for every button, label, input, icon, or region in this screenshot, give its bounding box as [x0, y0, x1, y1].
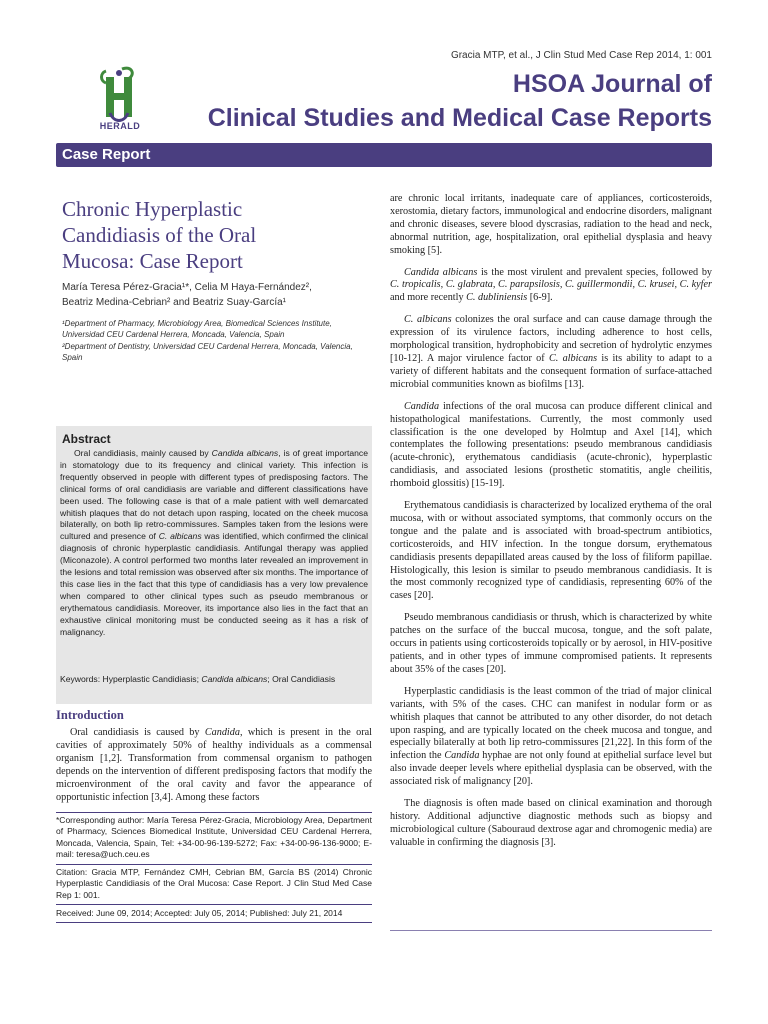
footnote-divider [56, 812, 372, 813]
authors-line: Beatriz Medina-Cebrian² and Beatriz Suay-García¹ [62, 297, 286, 308]
journal-title-line-2: Clinical Studies and Medical Case Reports [207, 104, 712, 132]
column-end-divider [390, 930, 712, 931]
paragraph-text: infections of the oral mucosa can produce different clinical and histopathological manifestations. Currently, the most commonly used classification is the one developed by Holmtup and Axel [14], which contemplates the following presentations: pseudo membranous candidiasis (acute-chronic), erythematous candidiasis (acute-chronic), hyperplastic candidiasis, and associated lesions (prosthetic stomatitis, angle cheilitis, rhomboid glossitis) [15-19]. [390, 400, 712, 490]
species-name: Candida albicans [404, 266, 478, 278]
footnote-divider [56, 922, 372, 923]
article-title-line: Chronic Hyperplastic [62, 197, 243, 221]
species-name: C. albicans [548, 352, 598, 364]
article-type-bar [56, 143, 712, 167]
body-paragraph [390, 500, 712, 603]
introduction-heading: Introduction [56, 708, 124, 722]
paragraph-text: Erythematous candidiasis is characterized by localized erythema of the oral mucosa, with or without associated symptoms, that commonly occurs on the tongue and the palate and is associated with broad-spectrum antibiotics, corticosteroids, and HIV infection. In the tongue dorsum, erythematous candidiasis presents depapillated areas caused by the loss of filiform papillae. Histologically, this lesion is similar to pseudo membranous candidiasis. It is the most commonly recognized type of candidiasis, representing 60% of the cases [20]. [390, 500, 712, 602]
species-name: C. albicans [404, 314, 452, 326]
introduction-text: Oral candidiasis is caused by [70, 727, 205, 738]
author-list [62, 280, 362, 310]
publication-dates: Received: June 09, 2014; Accepted: July 05, 2014; Published: July 21, 2014 [56, 908, 343, 918]
paragraph-text: colonizes the oral surface and can cause damage through the expression of its virulence factors, including adherence to host cells, morphological transition, hydrophobicity and secretion of hydrolytic enzymes [10-12]. A major virulence factor of [390, 314, 712, 364]
keywords-text: ; Oral Candidiasis [267, 674, 336, 684]
paragraph-text: is its ability to adapt to a variety of different habitats and the consequent formation of surface-attached microbial communities known as biofilms [13]. [390, 352, 712, 390]
abstract-keywords [60, 674, 368, 686]
corresponding-author-note: *Corresponding author: María Teresa Pérez-Gracia, Microbiology Area, Department of Pharmacy, Sciences Biomedical Institute, Universidad CEU Cardenal Herrera, Moncada, Valencia, Spain, Tel: +34-00-96-139-5272; Fax: +34-00-96-136-9000; E-mail: teresa@uch.ceu.es [56, 815, 372, 859]
body-paragraph [390, 401, 712, 491]
affiliation-1: ¹Department of Pharmacy, Microbiology Area, Biomedical Sciences Institute, Universidad CEU Cardenal Herrera, Moncada, Valencia, Spain [62, 319, 332, 339]
article-title-line: Candidiasis of the Oral [62, 223, 257, 247]
body-paragraph [390, 686, 712, 789]
introduction-text: , which is present in the oral cavities of approximately 50% of healthy individuals as a commensal organism [1,2]. Transformation from commensal organism to pathogen depends on the intervention of different predisposing factors that modify the microenvironment of the oral cavity and favor the appearance of opportunistic infection [3,4]. Among these factors [56, 727, 372, 803]
paragraph-text: Hyperplastic candidiasis is the least common of the triad of major clinical variants, with 5% of the cases. CHC can manifest in nodular form or as whitish plaques that cannot be attributed to any other disorder, do not detach upon rasping, and are typically located on the cheek mucosa and tongue, and especially bilaterally at both lip retro-commissures [21,22]. In this form of the infection the [390, 685, 712, 762]
footnote-divider [56, 904, 372, 905]
abstract-box [56, 426, 372, 704]
introduction-body [56, 727, 372, 804]
paragraph-text: [6-9]. [527, 292, 553, 304]
paragraph-text: Pseudo membranous candidiasis or thrush, which is characterized by white patches on the surface of the buccal mucosa, tongue, and the soft palate, occurs in patients using corticosteroids topically or by aerosol, in HIV-positive patients, and in other types of immune compromised patients. It represents about 35% of the cases [20]. [390, 612, 712, 675]
citation-note: Citation: Gracia MTP, Fernández CMH, Cebrian BM, García BS (2014) Chronic Hyperplastic Candidiasis of the Oral Mucosa: Case Report. J Clin Stud Med Case Rep 1: 001. [56, 867, 372, 900]
affiliation-2: ²Department of Dentistry, Universidad CEU Cardenal Herrera, Moncada, Valencia, Spain [62, 342, 353, 362]
species-name: Candida [444, 750, 480, 762]
body-paragraph [390, 798, 712, 850]
abstract-body [60, 448, 368, 639]
header-citation: Gracia MTP, et al., J Clin Stud Med Case Rep 2014, 1: 001 [450, 50, 712, 61]
abstract-species-name: Candida albicans [211, 448, 279, 458]
logo-text: HERALD [99, 121, 141, 131]
body-paragraph [390, 314, 712, 391]
keywords-label: Keywords: [60, 674, 101, 684]
paragraph-text: are chronic local irritants, inadequate care of appliances, corticosteroids, xerostomia, dietary factors, immunological and endocrine disorders, malignant and chronic diseases, severe blood dyscrasias, radiation to the head and neck, abnormal nutrition, age, hospitalization, oral epithelial dysplasia and heavy smoking [5]. [390, 193, 712, 256]
introduction-species-name: Candida [204, 727, 240, 738]
abstract-text: Oral candidiasis, mainly caused by [74, 448, 212, 458]
authors-line: María Teresa Pérez-Gracia¹*, Celia M Haya-Fernández², [62, 282, 312, 293]
article-title [62, 196, 322, 274]
article-type-label: Case Report [62, 146, 151, 163]
herald-logo [92, 63, 148, 135]
paragraph-text: hyphae are not only found at epithelial surface level but also invade deeper levels where epithelial dysplasia can be observed, with the associated risk of malignancy [20]. [390, 750, 713, 788]
paragraph-text: The diagnosis is often made based on clinical examination and thorough history. Additional adjunctive diagnostic methods such as biopsy and microbiological culture (Sabouraud dextrose agar and chromogenic media) are valuable in confirming the diagnosis [3]. [390, 798, 712, 848]
species-name: C. dubliniensis [466, 292, 528, 304]
paragraph-text: is the most virulent and prevalent species, followed by [477, 266, 713, 278]
paragraph-text: and more recently [390, 292, 467, 304]
abstract-text: was identified, which confirmed the clinical diagnosis of chronic hyperplastic candidiasis. Antifungal therapy was applied (Miconazole). A control performed two months later revealed an improvement in the lesions and total remission was observed after six months. The importance of this case lies in the fact that this type of candidiasis has a very low prevalence when compared to other clinical types such as pseudo membranous or erythematous candidiasis. Moreover, its importance also lies in the fact that an exhaustive clinical monitoring must be conducted seeing as it has a risk of malignancy. [60, 531, 368, 637]
article-title-line: Mucosa: Case Report [62, 249, 243, 273]
journal-title-line-1: HSOA Journal of [512, 70, 712, 98]
abstract-text: , is of great importance in stomatology due to its frequency and clinical variety. This infection is frequently observed in people with different types of predisposing factors. The clinical forms of oral candidiasis are variable and different classifications have been used. The following case is that of a male patient with well demarcated whitish plaques that do not detach upon rasping, located on the cheek mucosa bilaterally, on both lip retro-commissures. Samples taken from the lesions were cultured and presence of [60, 448, 368, 542]
body-paragraph [390, 612, 712, 677]
species-name: Candida [404, 400, 440, 412]
right-column-body [390, 193, 712, 859]
species-name: C. tropicalis, C. glabrata, C. parapsilosis, C. guillermondii, C. krusei, C. kyfer [390, 279, 712, 291]
abstract-species-name: C. albicans [158, 531, 202, 542]
keywords-text: Hyperplastic Candidiasis; [100, 674, 202, 684]
keywords-species-name: Candida albicans [201, 674, 268, 684]
footnote-divider [56, 864, 372, 865]
body-paragraph [390, 267, 712, 306]
abstract-heading: Abstract [62, 432, 111, 446]
body-paragraph [390, 193, 712, 258]
